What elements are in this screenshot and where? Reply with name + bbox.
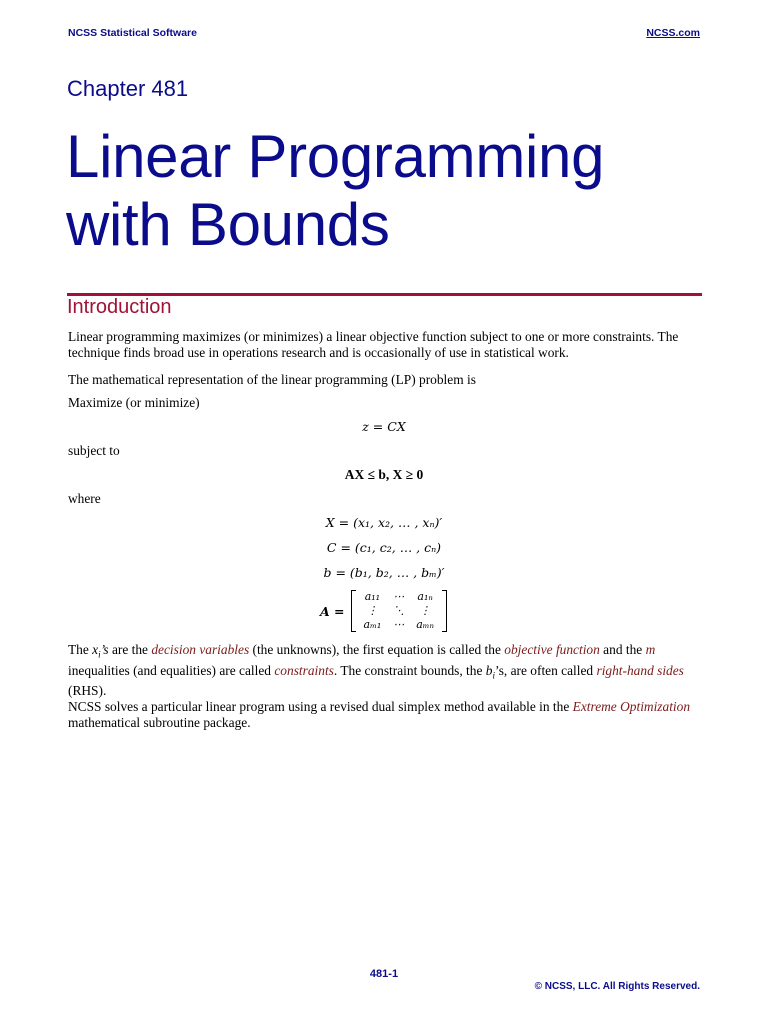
text: decision variables (151, 642, 250, 657)
text: b (485, 662, 493, 678)
paragraph-subject-to: subject to (68, 443, 120, 458)
section-heading: Introduction (67, 296, 172, 318)
matrix-cell: ⋮ (419, 604, 431, 617)
equation-c-vector: C = (c₁, c₂, … , cₙ) (326, 540, 442, 555)
paragraph-ncss-method (68, 699, 704, 731)
text: constraints (274, 662, 334, 678)
page-title (66, 123, 604, 259)
text: The (68, 642, 93, 657)
copyright: © NCSS, LLC. All Rights Reserved. (534, 981, 700, 992)
matrix-brackets (351, 590, 447, 632)
text: NCSS solves a particular linear program using a revised dual simplex method available in the (68, 699, 573, 714)
equation-a-matrix (320, 588, 447, 634)
text: (the unknowns), the first equation is called the (249, 642, 505, 657)
equation-constraint: AX ≤ b, X ≥ 0 (344, 467, 424, 482)
a-matrix-label: A = (320, 603, 345, 619)
header-link[interactable]: NCSS.com (646, 27, 700, 39)
matrix-cell: ⋮ (366, 604, 378, 617)
text: i (98, 649, 101, 660)
equation-objective: z = CX (362, 419, 406, 434)
text: x (92, 642, 99, 657)
text: mathematical subroutine package. (68, 715, 251, 730)
text: . The constraint bounds, the (333, 662, 486, 678)
page-number: 481-1 (369, 968, 399, 980)
text: m (645, 642, 656, 657)
paragraph-where: where (68, 491, 101, 506)
title-line-1: Linear Programming (66, 123, 605, 190)
text: ’s (100, 642, 109, 657)
matrix-cell: ⋯ (393, 590, 405, 603)
text: and the (599, 642, 646, 657)
equation-x-vector: X = (x₁, x₂, … , xₙ)′ (325, 515, 443, 530)
matrix-cell: aₘₙ (416, 618, 435, 631)
text: objective function (504, 642, 600, 657)
paragraph-definitions (68, 642, 704, 699)
paragraph-intro: Linear programming maximizes (or minimizes) a linear objective function subject to one or more constraints. The technique finds broad use in operations research and is occasionally of use in statistical work. (68, 329, 679, 360)
text: Extreme Optimization (572, 699, 691, 714)
text: (RHS). (68, 683, 107, 699)
title-line-2: with Bounds (66, 191, 390, 258)
matrix-cell: ⋱ (393, 604, 405, 617)
paragraph-maximize: Maximize (or minimize) (68, 395, 200, 410)
matrix-cell: a₁ₙ (417, 590, 433, 603)
matrix-cell: ⋯ (393, 618, 405, 631)
text: i (492, 670, 495, 681)
paragraph-representation: The mathematical representation of the linear programming (LP) problem is (68, 372, 476, 387)
matrix-cell: aₘ₁ (363, 618, 382, 631)
equation-b-vector: b = (b₁, b₂, … , bₘ)′ (323, 565, 445, 580)
header-left: NCSS Statistical Software (68, 27, 197, 39)
text: right-hand sides (596, 662, 684, 678)
text: inequalities (and equalities) are called (68, 662, 275, 678)
matrix-cell: a₁₁ (364, 590, 381, 603)
text: are the (108, 642, 152, 657)
text: ’s, are often called (494, 662, 597, 678)
chapter-number: Chapter 481 (67, 76, 189, 101)
